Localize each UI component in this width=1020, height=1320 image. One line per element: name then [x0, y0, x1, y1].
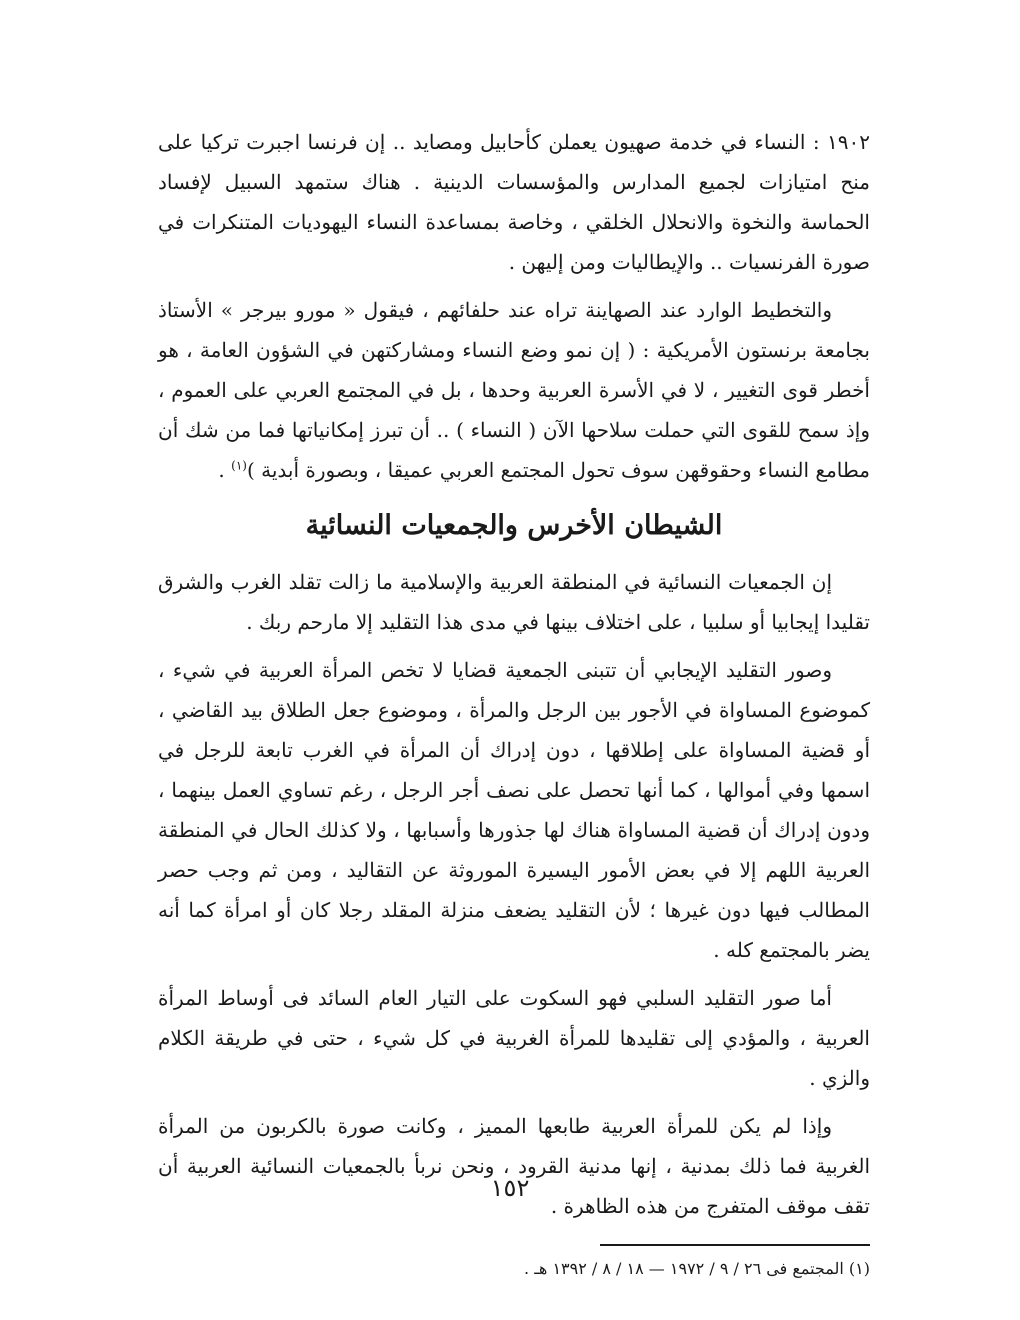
page-number: ١٥٢ — [490, 1174, 530, 1202]
footnote-reference: (١) — [231, 458, 247, 473]
paragraph-4: وصور التقليد الإيجابي أن تتبنى الجمعية قضايا لا تخص المرأة العربية في شيء ، كموضوع المساواة في الأجور بين الرجل والمرأة ، وموضوع جعل الطلاق بيد القاضي ، أو قضية المساواة على إطلاقها ، دون إدراك أن المرأة في الغرب تابعة للرجل في اسمها وفي أموالها ، كما أنها تحصل على نصف أجر الرجل ، رغم تساوي العمل بينهما ، ودون إدراك أن قضية المساواة هناك لها جذورها وأسبابها ، ولا كذلك الحال في المنطقة العربية اللهم إلا في بعض الأمور اليسيرة الموروثة عن التقاليد ، ومن ثم وجب حصر المطالب فيها دون غيرها ؛ لأن التقليد يضعف منزلة المقلد رجلا كان أو امرأة كما أنه يضر بالمجتمع كله . — [158, 658, 870, 962]
document-page — [158, 122, 870, 1282]
paragraph-3: إن الجمعيات النسائية في المنطقة العربية والإسلامية ما زالت تقلد الغرب والشرق تقليدا إيجابيا أو سلبيا ، على اختلاف بينها في مدى هذا التقليد إلا مارحم ربك . — [158, 570, 870, 634]
paragraph-5: أما صور التقليد السلبي فهو السكوت على التيار العام السائد فى أوساط المرأة العربية ، والمؤدي إلى تقليدها للمرأة الغربية في كل شيء ، حتى في طريقة الكلام والزي . — [158, 986, 870, 1090]
paragraph-1: ١٩٠٢ : النساء في خدمة صهيون يعملن كأحابيل ومصايد .. إن فرنسا اجبرت تركيا على منح امتيازات لجميع المدارس والمؤسسات الدينية . هناك ستمهد السبيل لإفساد الحماسة والنخوة والانحلال الخلقي ، وخاصة بمساعدة النساء اليهوديات المتنكرات في صورة الفرنسيات .. والإيطاليات ومن إليهن . — [158, 130, 871, 274]
section-heading: الشيطان الأخرس والجمعيات النسائية — [305, 510, 723, 541]
paragraph-2-tail: . — [218, 458, 232, 482]
footnote-divider — [600, 1244, 870, 1246]
paragraph-2-text: والتخطيط الوارد عند الصهاينة تراه عند حلفائهم ، فيقول « مورو بيرجر » الأستاذ بجامعة برنستون الأمريكية : ( إن نمو وضع النساء ومشاركتهن في الشؤون العامة ، هو أخطر قوى التغيير ، لا في الأسرة العربية وحدها ، بل في المجتمع العربي على العموم ، وإذ سمح للقوى التي حملت سلاحها الآن ( النساء ) .. أن تبرز إمكانياتها فما من شك أن مطامع النساء وحقوقهن سوف تحول المجتمع العربي عميقا ، وبصورة أبدية ) — [158, 298, 870, 482]
footnote: (١) المجتمع فى ٢٦ / ٩ / ١٩٧٢ — ١٨ / ٨ / ١٣٩٢ هـ . — [524, 1259, 870, 1278]
paragraph-6: وإذا لم يكن للمرأة العربية طابعها المميز ، وكانت صورة بالكربون من المرأة الغربية فما ذلك بمدنية ، إنها مدنية القرود ، ونحن نربأ بالجمعيات النسائية العربية أن تقف موقف المتفرج من هذه الظاهرة . — [158, 1114, 871, 1218]
paragraph-2 — [158, 290, 870, 490]
